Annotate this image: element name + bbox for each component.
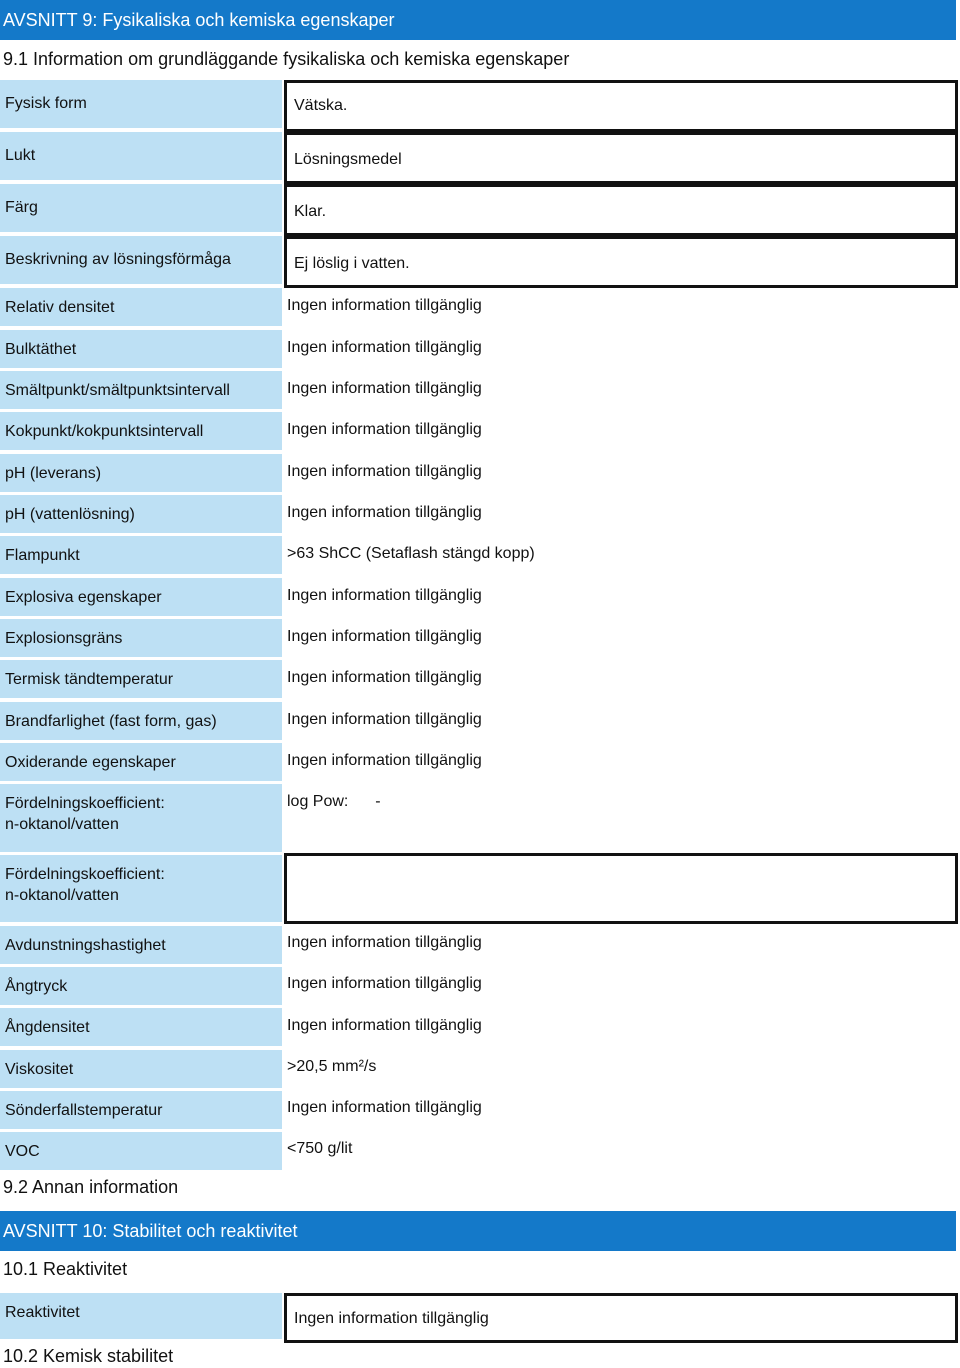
label-brandfarlighet: Brandfarlighet (fast form, gas): [0, 702, 282, 740]
value-smaltpunkt: Ingen information tillgänglig: [287, 380, 482, 397]
subsection-10-1-title: 10.1 Reaktivitet: [3, 1259, 128, 1279]
label-reaktivitet: Reaktivitet: [0, 1293, 282, 1339]
value-viskositet: >20,5 mm²/s: [287, 1058, 377, 1075]
label-farg: Färg: [0, 184, 282, 232]
label-fordelningskoefficient-1: [0, 784, 282, 852]
section-10-header: [0, 1211, 956, 1251]
label-fordelningskoefficient-2: [0, 855, 282, 922]
subsection-10-2-title: 10.2 Kemisk stabilitet: [3, 1346, 174, 1366]
value-lukt: Lösningsmedel: [284, 132, 958, 184]
value-flampunkt: >63 ShCC (Setaflash stängd kopp): [287, 545, 535, 562]
label-line-2: n-oktanol/vatten: [5, 816, 119, 833]
label-viskositet: Viskositet: [0, 1050, 282, 1088]
value-angdensitet: Ingen information tillgänglig: [287, 1017, 482, 1034]
value-ph-vattenlosning: Ingen information tillgänglig: [287, 504, 482, 521]
value-ph-leverans: Ingen information tillgänglig: [287, 463, 482, 480]
log-pow-key: log Pow:: [287, 793, 349, 810]
value-bulktathet: Ingen information tillgänglig: [287, 339, 482, 356]
label-ph-vattenlosning: pH (vattenlösning): [0, 495, 282, 533]
value-relativ-densitet: Ingen information tillgänglig: [287, 297, 482, 314]
label-explosiva-egenskaper: Explosiva egenskaper: [0, 578, 282, 616]
label-relativ-densitet: Relativ densitet: [0, 288, 282, 326]
section-9-header: [0, 0, 956, 40]
value-brandfarlighet: Ingen information tillgänglig: [287, 711, 482, 728]
value-explosionsgrans: Ingen information tillgänglig: [287, 628, 482, 645]
value-log-pow: [282, 782, 956, 820]
label-flampunkt: Flampunkt: [0, 536, 282, 574]
label-ph-leverans: pH (leverans): [0, 454, 282, 492]
value-losningsformaga: Ej löslig i vatten.: [284, 236, 958, 288]
label-bulktathet: Bulktäthet: [0, 330, 282, 368]
value-termisk-tandtemperatur: Ingen information tillgänglig: [287, 669, 482, 686]
label-avdunstningshastighet: Avdunstningshastighet: [0, 926, 282, 964]
section-10-title: AVSNITT 10: Stabilitet och reaktivitet: [3, 1220, 298, 1241]
label-angdensitet: Ångdensitet: [0, 1008, 282, 1046]
value-sonderfallstemperatur: Ingen information tillgänglig: [287, 1099, 482, 1116]
subsection-9-2-title: 9.2 Annan information: [3, 1177, 179, 1197]
label-oxiderande-egenskaper: Oxiderande egenskaper: [0, 743, 282, 781]
label-kokpunkt: Kokpunkt/kokpunktsintervall: [0, 412, 282, 450]
value-farg: Klar.: [284, 184, 958, 236]
label-voc: VOC: [0, 1132, 282, 1170]
value-reaktivitet: Ingen information tillgänglig: [284, 1293, 958, 1343]
log-pow-value: -: [375, 793, 381, 810]
section-9-title: AVSNITT 9: Fysikaliska och kemiska egenskaper: [3, 9, 395, 30]
value-oxiderande-egenskaper: Ingen information tillgänglig: [287, 752, 482, 769]
label-smaltpunkt: Smältpunkt/smältpunktsintervall: [0, 371, 282, 409]
value-fysisk-form: Vätska.: [284, 80, 958, 132]
label-line-2: n-oktanol/vatten: [5, 887, 119, 904]
value-kokpunkt: Ingen information tillgänglig: [287, 421, 482, 438]
value-angtryck: Ingen information tillgänglig: [287, 975, 482, 992]
value-fordelningskoefficient-2: [284, 853, 958, 924]
label-angtryck: Ångtryck: [0, 967, 282, 1005]
subsection-9-1-title: 9.1 Information om grundläggande fysikaliska och kemiska egenskaper: [3, 49, 570, 69]
label-termisk-tandtemperatur: Termisk tändtemperatur: [0, 660, 282, 698]
label-explosionsgrans: Explosionsgräns: [0, 619, 282, 657]
value-voc: <750 g/lit: [287, 1140, 353, 1157]
value-avdunstningshastighet: Ingen information tillgänglig: [287, 934, 482, 951]
label-fysisk-form: Fysisk form: [0, 80, 282, 128]
label-line-1: Fördelningskoefficient:: [5, 795, 165, 812]
label-lukt: Lukt: [0, 132, 282, 180]
value-explosiva-egenskaper: Ingen information tillgänglig: [287, 587, 482, 604]
label-losningsformaga: Beskrivning av lösningsförmåga: [0, 236, 282, 284]
label-sonderfallstemperatur: Sönderfallstemperatur: [0, 1091, 282, 1129]
label-line-1: Fördelningskoefficient:: [5, 866, 165, 883]
